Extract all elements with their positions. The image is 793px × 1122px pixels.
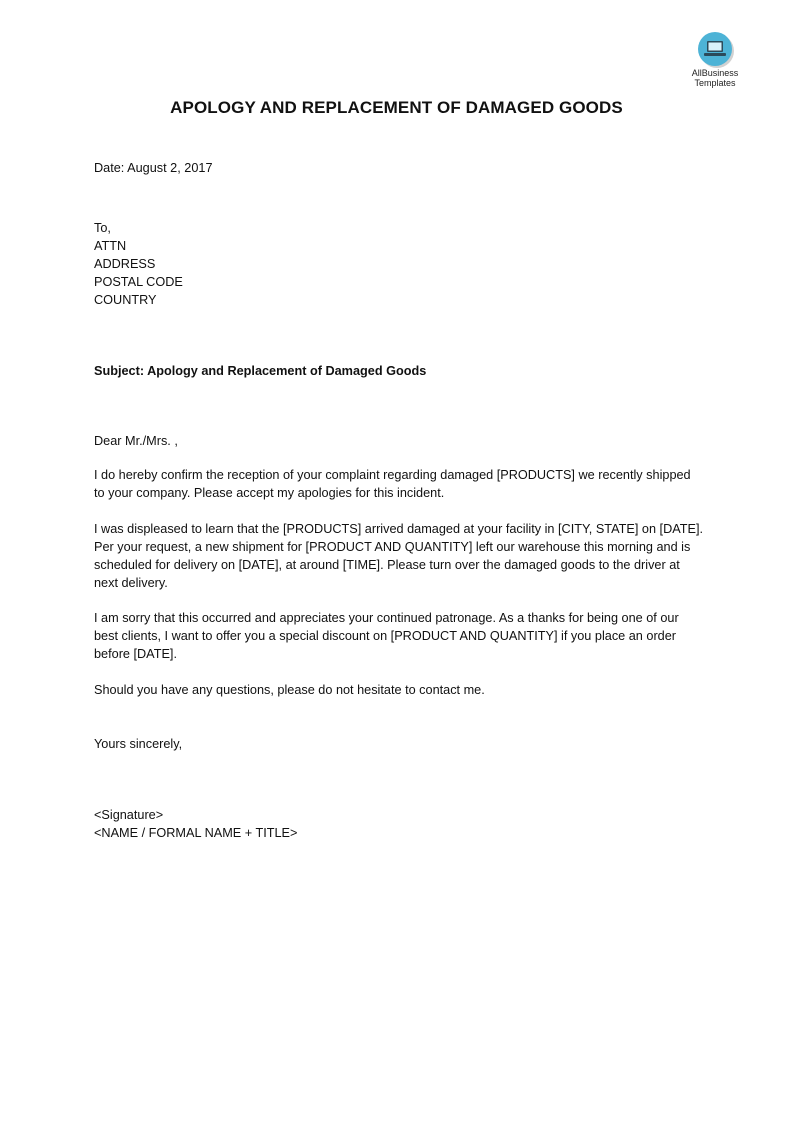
logo-text-line2: Templates bbox=[694, 78, 736, 88]
paragraph-2: I was displeased to learn that the [PRODUCTS] arrived damaged at your facility in [CITY, STATE] on [DATE]. Per your request, a new shipment for [PRODUCT AND QUANTITY] left our warehouse this morning and is scheduled for delivery on [DATE], at around [TIME]. Please turn over the damaged goods to the driver at next delivery. bbox=[94, 522, 704, 590]
address-attn: ATTN bbox=[94, 239, 127, 253]
document-title: APOLOGY AND REPLACEMENT OF DAMAGED GOODS bbox=[170, 98, 623, 117]
paragraph-1: I do hereby confirm the reception of your complaint regarding damaged [PRODUCTS] we recently shipped to your company. Please accept my apologies for this incident. bbox=[94, 468, 691, 500]
logo-text bbox=[684, 68, 746, 88]
name-title-placeholder: <NAME / FORMAL NAME + TITLE> bbox=[94, 826, 298, 840]
recipient-address bbox=[94, 219, 704, 309]
letter-subject: Subject: Apology and Replacement of Damaged Goods bbox=[94, 364, 427, 378]
logo-text-line1: AllBusiness bbox=[691, 68, 739, 78]
paragraph-4: Should you have any questions, please do not hesitate to contact me. bbox=[94, 683, 485, 697]
allbusiness-logo bbox=[684, 32, 746, 88]
letter-date: Date: August 2, 2017 bbox=[94, 161, 213, 175]
address-country: COUNTRY bbox=[94, 293, 157, 307]
logo-badge bbox=[698, 32, 732, 66]
address-street: ADDRESS bbox=[94, 257, 156, 271]
letter-salutation: Dear Mr./Mrs. , bbox=[94, 434, 178, 448]
address-to: To, bbox=[94, 221, 111, 235]
letter-closing: Yours sincerely, bbox=[94, 737, 183, 751]
paragraph-3: I am sorry that this occurred and appreciates your continued patronage. As a thanks for being one of our best clients, I want to offer you a special discount on [PRODUCT AND QUANTITY] if you place an order before [DATE]. bbox=[94, 611, 679, 661]
signature-placeholder: <Signature> bbox=[94, 808, 164, 822]
laptop-icon bbox=[704, 40, 726, 58]
address-postal-code: POSTAL CODE bbox=[94, 275, 183, 289]
